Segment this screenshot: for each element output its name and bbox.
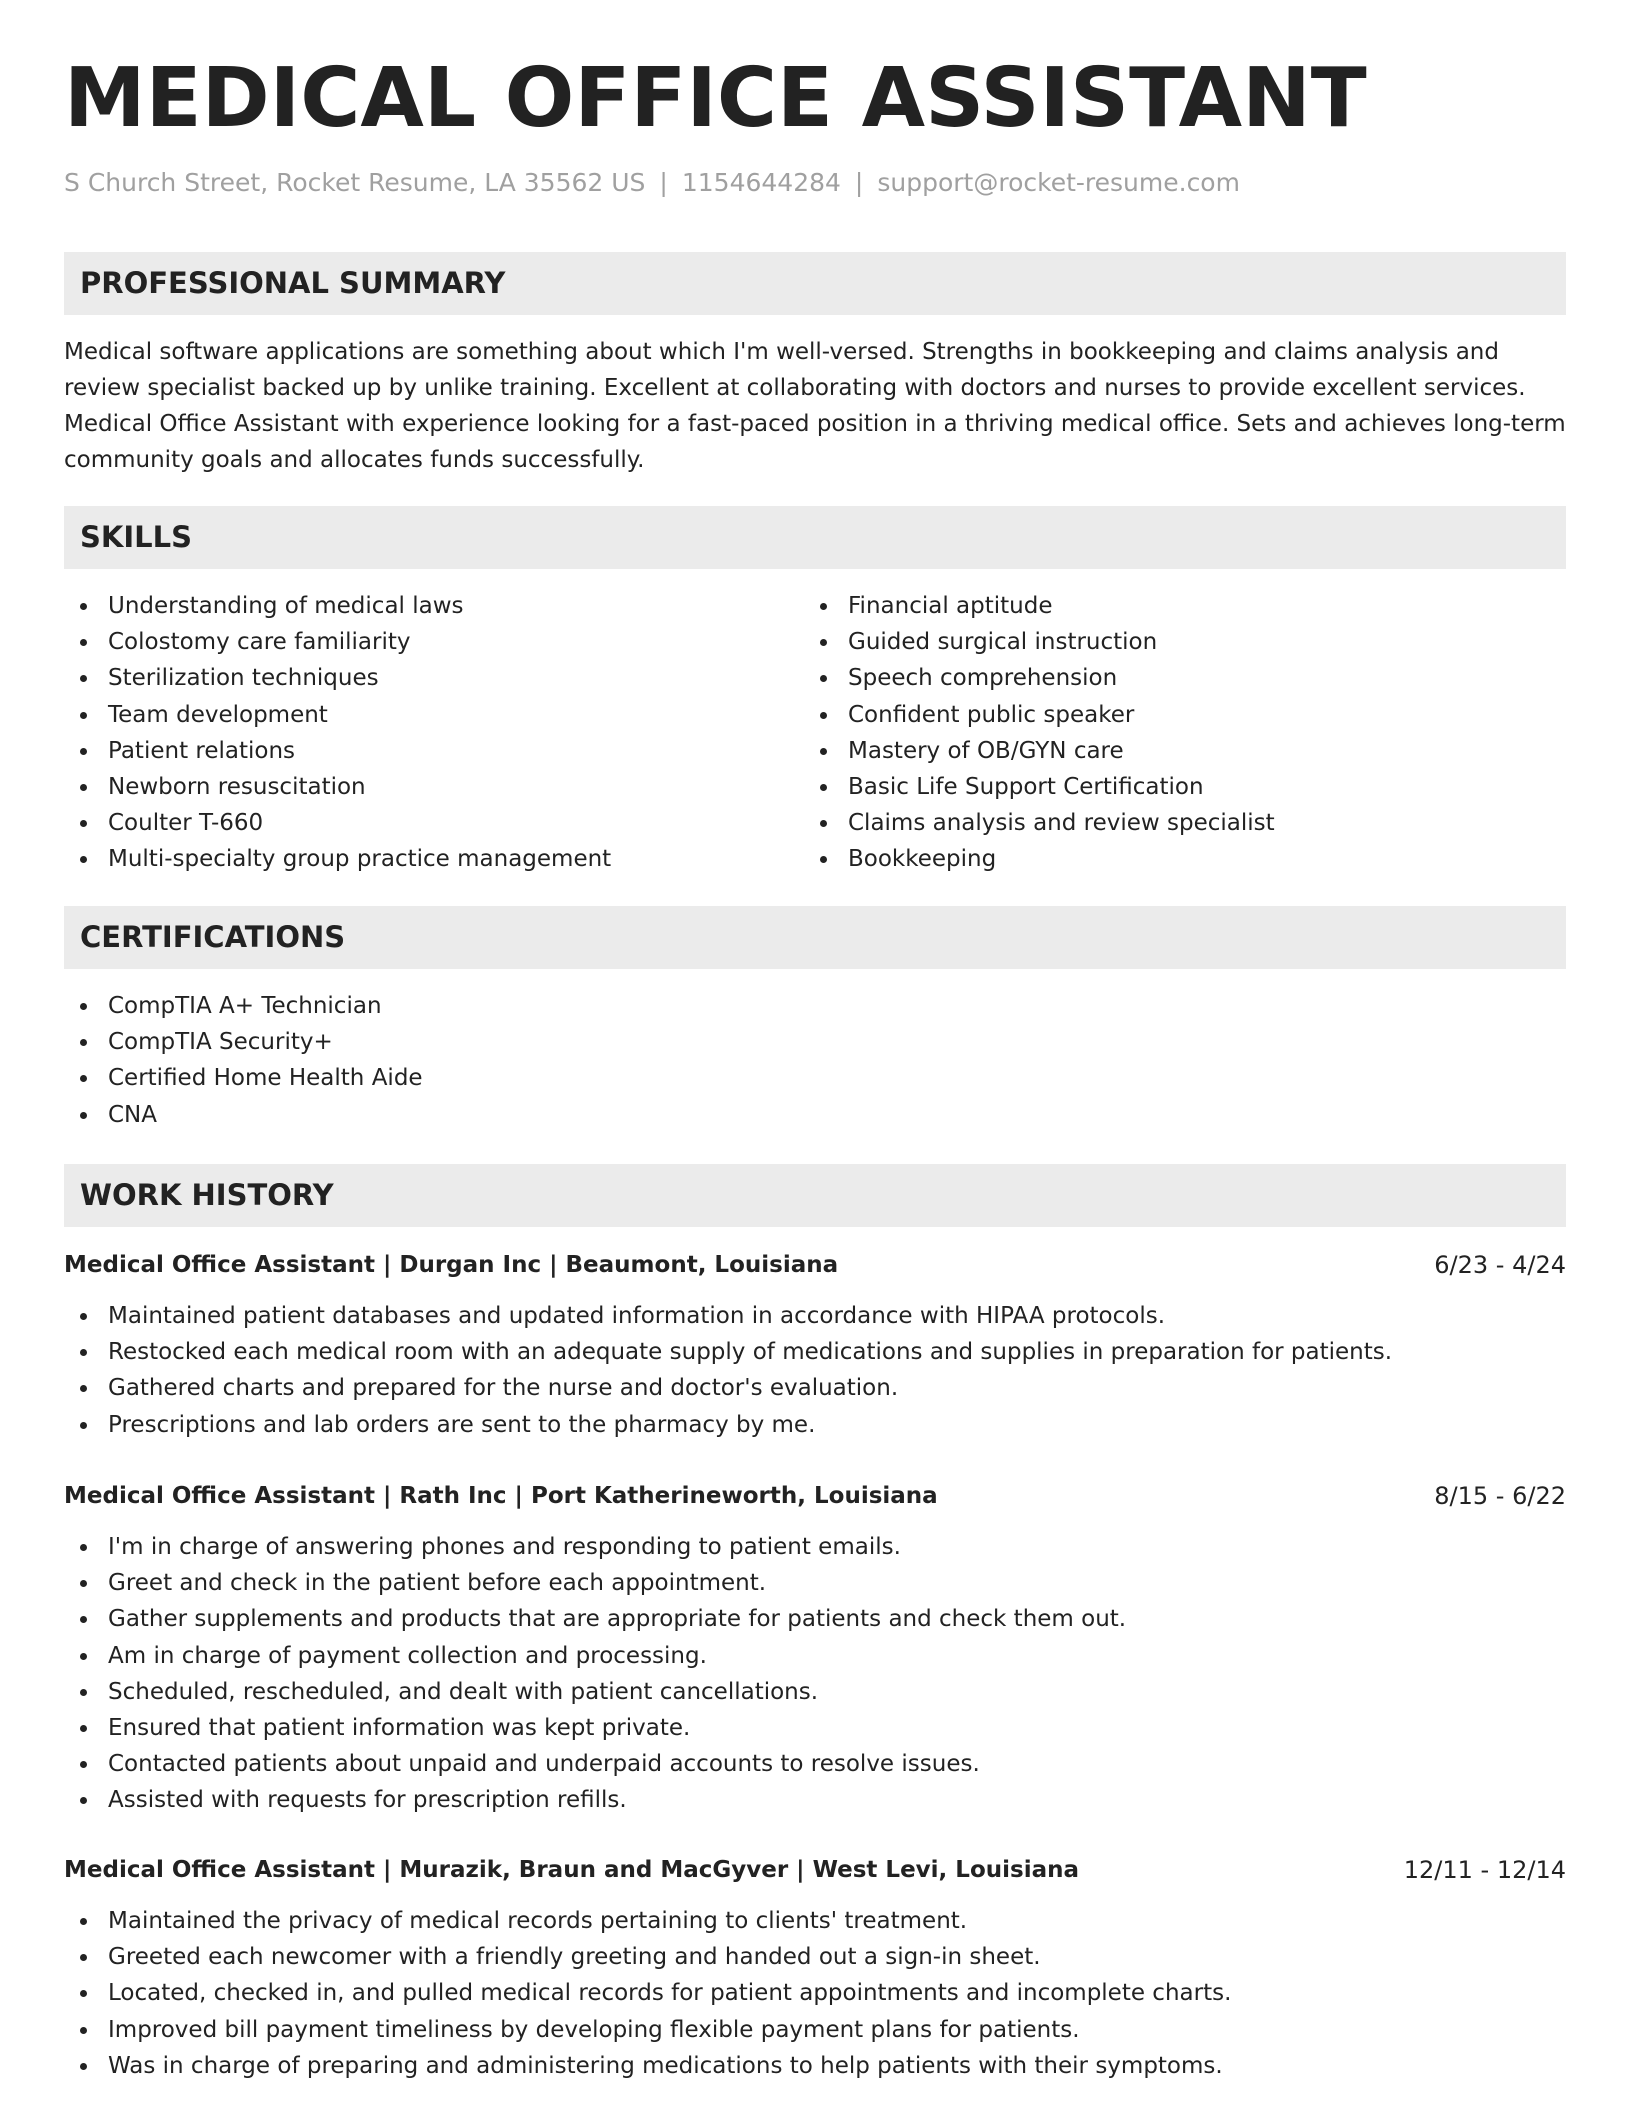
section-heading-skills: SKILLS: [64, 506, 1566, 569]
job-bullet: Located, checked in, and pulled medical records for patient appointments and incomplete charts.: [64, 1975, 1566, 2011]
job-bullets: [64, 1298, 1566, 1443]
job-dates: 6/23 - 4/24: [1434, 1251, 1566, 1279]
skill-item: Multi-specialty group practice management: [64, 841, 804, 877]
skills-list-left: [64, 588, 804, 878]
contact-separator: |: [854, 168, 864, 197]
skill-item: Bookkeeping: [804, 841, 1544, 877]
certification-item: CompTIA A+ Technician: [64, 988, 804, 1024]
resume-title: MEDICAL OFFICE ASSISTANT: [64, 51, 1367, 146]
summary-text: Medical software applications are something about which I'm well-versed. Strengths in bookkeeping and claims analysis and review specialist backed up by unlike training. Excellent at collaborating with doctors and nurses to provide excellent services. Medical Office Assistant with experience looking for a fast-paced position in a thriving medical office. Sets and achieves long-term community goals and allocates funds successfully.: [64, 339, 1566, 473]
job-bullets: [64, 1903, 1566, 2084]
skill-item: Newborn resuscitation: [64, 769, 804, 805]
skill-item: Guided surgical instruction: [804, 624, 1544, 660]
skill-item: Understanding of medical laws: [64, 588, 804, 624]
job-bullet: Gather supplements and products that are appropriate for patients and check them out.: [64, 1601, 1566, 1637]
skill-item: Mastery of OB/GYN care: [804, 733, 1544, 769]
job-bullet: Assisted with requests for prescription refills.: [64, 1782, 1566, 1818]
contact-separator: |: [659, 168, 668, 197]
job-bullet: Was in charge of preparing and administering medications to help patients with their symptoms.: [64, 2048, 1566, 2084]
job-bullet: I'm in charge of answering phones and responding to patient emails.: [64, 1529, 1566, 1565]
certifications-list: [64, 988, 804, 1133]
certification-item: Certified Home Health Aide: [64, 1060, 804, 1096]
job-bullet: Am in charge of payment collection and processing.: [64, 1638, 1566, 1674]
skills-list-right: [804, 588, 1544, 878]
skill-item: Claims analysis and review specialist: [804, 805, 1544, 841]
skill-item: Confident public speaker: [804, 697, 1544, 733]
job-title: Medical Office Assistant | Durgan Inc | Beaumont, Louisiana: [64, 1252, 839, 1278]
skill-item: Colostomy care familiarity: [64, 624, 804, 660]
job-dates: 8/15 - 6/22: [1434, 1482, 1566, 1510]
contact-phone: 1154644284: [681, 168, 841, 197]
section-heading-summary: PROFESSIONAL SUMMARY: [64, 252, 1566, 315]
skill-item: Team development: [64, 697, 804, 733]
job-bullet: Prescriptions and lab orders are sent to the pharmacy by me.: [64, 1407, 1566, 1443]
job-bullet: Gathered charts and prepared for the nurse and doctor's evaluation.: [64, 1370, 1566, 1406]
contact-line: [64, 168, 1240, 197]
job-bullet: Contacted patients about unpaid and underpaid accounts to resolve issues.: [64, 1746, 1566, 1782]
skill-item: Coulter T-660: [64, 805, 804, 841]
contact-address: S Church Street, Rocket Resume, LA 35562 US: [64, 168, 646, 197]
skill-item: Basic Life Support Certification: [804, 769, 1544, 805]
certification-item: CompTIA Security+: [64, 1024, 804, 1060]
job-title: Medical Office Assistant | Rath Inc | Port Katherineworth, Louisiana: [64, 1483, 938, 1509]
skill-item: Speech comprehension: [804, 660, 1544, 696]
skill-item: Sterilization techniques: [64, 660, 804, 696]
job-bullet: Greet and check in the patient before each appointment.: [64, 1565, 1566, 1601]
section-heading-certifications: CERTIFICATIONS: [64, 906, 1566, 969]
job-dates: 12/11 - 12/14: [1403, 1856, 1566, 1884]
job-bullet: Maintained patient databases and updated information in accordance with HIPAA protocols.: [64, 1298, 1566, 1334]
job-bullet: Scheduled, rescheduled, and dealt with patient cancellations.: [64, 1674, 1566, 1710]
job-bullets: [64, 1529, 1566, 1819]
job-bullet: Ensured that patient information was kept private.: [64, 1710, 1566, 1746]
skill-item: Financial aptitude: [804, 588, 1544, 624]
job-bullet: Restocked each medical room with an adequate supply of medications and supplies in preparation for patients.: [64, 1334, 1566, 1370]
job-bullet: Improved bill payment timeliness by developing flexible payment plans for patients.: [64, 2012, 1566, 2048]
skill-item: Patient relations: [64, 733, 804, 769]
certification-item: CNA: [64, 1097, 804, 1133]
job-bullet: Greeted each newcomer with a friendly greeting and handed out a sign-in sheet.: [64, 1939, 1566, 1975]
section-heading-work-history: WORK HISTORY: [64, 1164, 1566, 1227]
contact-email: support@rocket-resume.com: [877, 168, 1240, 197]
job-title: Medical Office Assistant | Murazik, Braun and MacGyver | West Levi, Louisiana: [64, 1857, 1080, 1883]
job-bullet: Maintained the privacy of medical records pertaining to clients' treatment.: [64, 1903, 1566, 1939]
